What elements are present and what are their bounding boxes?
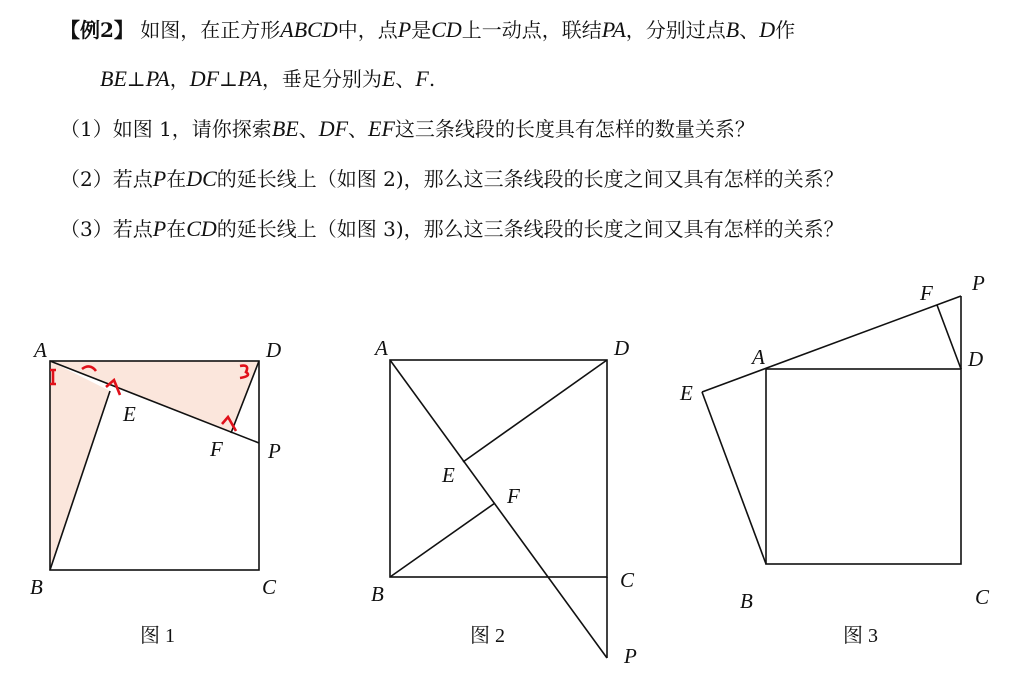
fig2-label-d: D	[614, 336, 630, 360]
fig2-label-e: E	[442, 463, 455, 487]
fig1-label-c: C	[262, 575, 277, 599]
segment-ap	[390, 360, 607, 658]
figure-1	[50, 361, 259, 570]
fig3-label-b: B	[740, 589, 753, 613]
square-abcd	[766, 369, 961, 564]
segment-de	[463, 360, 607, 462]
segment-df	[937, 305, 961, 369]
segment-bf	[390, 503, 495, 577]
figure-2	[390, 360, 607, 658]
fig1-label-a: A	[34, 338, 47, 362]
fig3-label-a: A	[752, 345, 765, 369]
fig2-label-f: F	[507, 484, 520, 508]
problem-stem-line-2: BE⊥PA，DF⊥PA，垂足分别为E、F.	[100, 66, 436, 91]
question-2: （2）若点P在DC的延长线上（如图 2)，那么这三条线段的长度之间又具有怎样的关系？	[60, 166, 844, 191]
question-3: （3）若点P在CD的延长线上（如图 3)，那么这三条线段的长度之间又具有怎样的关系？	[60, 216, 844, 241]
question-1: （1）如图 1，请你探索BE、DF、EF这三条线段的长度具有怎样的数量关系？	[60, 116, 755, 141]
square-abcd	[390, 360, 607, 577]
fig1-label-d: D	[266, 338, 282, 362]
segment-be	[702, 392, 766, 564]
fig3-label-c: C	[975, 585, 990, 609]
fig2-label-c: C	[620, 568, 635, 592]
fig1-caption: 图 1	[140, 625, 175, 647]
fig1-label-f: F	[210, 437, 223, 461]
fig2-caption: 图 2	[470, 625, 505, 647]
fig3-caption: 图 3	[843, 625, 878, 647]
problem-stem-line-1: 【例2】 如图，在正方形ABCD中，点P是CD上一动点，联结PA，分别过点B、D作	[60, 17, 796, 42]
fig2-label-p: P	[624, 644, 637, 668]
fig1-label-b: B	[30, 575, 43, 599]
fig3-label-d: D	[968, 347, 984, 371]
fig1-label-p: P	[268, 439, 281, 463]
fig3-label-p: P	[972, 271, 985, 295]
fig1-label-e: E	[123, 402, 136, 426]
fig3-label-f: F	[920, 281, 933, 305]
fig3-label-e: E	[680, 381, 693, 405]
example-tag: 【例2】	[60, 18, 134, 42]
figure-3	[702, 296, 961, 564]
fig2-label-b: B	[371, 582, 384, 606]
segment-ep	[702, 296, 961, 392]
shaded-triangle-abe	[50, 361, 110, 570]
fig2-label-a: A	[375, 336, 388, 360]
